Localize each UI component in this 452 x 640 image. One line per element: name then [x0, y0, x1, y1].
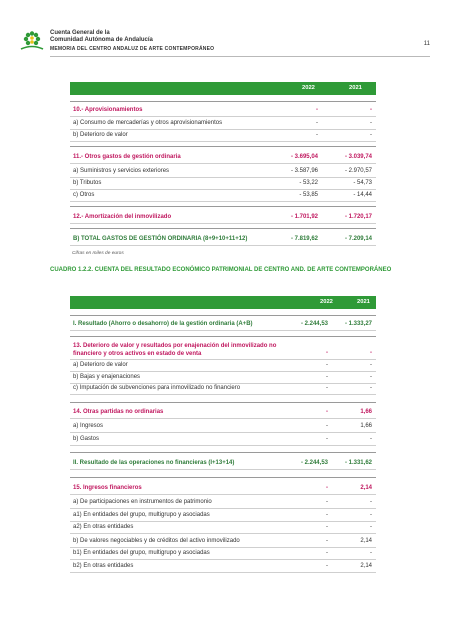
- row-divider: [70, 330, 376, 331]
- section-divider: [70, 336, 376, 337]
- cuadro-title: CUADRO 1.2.2. CUENTA DEL RESULTADO ECONÓMICO PATRIMONIAL DE CENTRO AND. DE ARTE CONTEMPORÁNEO: [50, 267, 392, 273]
- row-divider: [70, 129, 376, 130]
- row-divider: [70, 432, 376, 433]
- row-label: a1) En entidades del grupo, multigrupo y asociadas: [73, 512, 210, 518]
- value-2021: -: [370, 132, 372, 138]
- section-divider: [70, 101, 376, 102]
- row-divider: [70, 394, 376, 395]
- report-title: MEMORIA DEL CENTRO ANDALUZ DE ARTE CONTEMPORÁNEO: [50, 46, 215, 52]
- value-2021: - 14,44: [353, 192, 372, 198]
- value-2022: -: [326, 485, 328, 491]
- value-2022: - 53,85: [299, 192, 318, 198]
- row-label: a) Consumo de mercaderías y otros aprovisionamientos: [73, 120, 223, 126]
- value-2022: -: [316, 132, 318, 138]
- row-divider: [70, 572, 376, 573]
- org-line-1: Cuenta General de la: [50, 30, 110, 36]
- row-divider: [70, 141, 376, 142]
- section-divider: [70, 402, 376, 403]
- row-divider: [70, 383, 376, 384]
- col-header-2022: 2022: [302, 85, 315, 91]
- value-2021: -: [370, 374, 372, 380]
- section-divider: [70, 452, 376, 453]
- row-divider: [70, 469, 376, 470]
- row-divider: [70, 177, 376, 178]
- value-2021: -: [370, 524, 372, 530]
- value-2021: -: [370, 385, 372, 391]
- row-label: a) Ingresos: [73, 423, 104, 429]
- value-2021: -: [370, 107, 372, 113]
- value-2021: - 1.331,62: [344, 460, 372, 466]
- row-label: c) Otros: [73, 192, 95, 198]
- row-label: 15. Ingresos financieros: [73, 485, 142, 491]
- value-2022: -: [326, 385, 328, 391]
- value-2021: 2,14: [360, 563, 372, 569]
- value-2021: -: [370, 499, 372, 505]
- row-divider: [70, 533, 376, 534]
- row-divider: [70, 547, 376, 548]
- org-line-2: Comunidad Autónoma de Andalucía: [50, 37, 153, 43]
- row-divider: [70, 245, 376, 246]
- row-label: c) Imputación de subvenciones para inmovilizado no financiero: [73, 385, 241, 391]
- value-2022: -: [326, 423, 328, 429]
- value-2022: - 3.587,96: [290, 168, 318, 174]
- value-2022: -: [326, 512, 328, 518]
- value-2022: -: [316, 120, 318, 126]
- row-divider: [70, 359, 376, 360]
- value-2022: -: [316, 107, 318, 113]
- table-header: [70, 82, 376, 95]
- value-2022: -: [326, 563, 328, 569]
- section-divider: [70, 228, 376, 229]
- row-label: 14. Otras partidas no ordinarias: [73, 409, 164, 415]
- row-label: b) De valores negociables y de créditos del activo inmovilizado: [73, 538, 240, 544]
- table-gastos-gestion: [70, 82, 376, 247]
- row-label: 10.- Aprovisionamientos: [73, 107, 143, 113]
- row-label: b) Deterioro de valor: [73, 132, 128, 138]
- value-2022: - 7.819,62: [290, 236, 318, 242]
- row-label: I. Resultado (Ahorro o desahorro) de la gestión ordinaria (A+B): [73, 321, 253, 327]
- row-label: a) De participaciones en instrumentos de patrimonio: [73, 499, 212, 505]
- value-2022: - 2.244,53: [300, 460, 328, 466]
- row-label: B) TOTAL GASTOS DE GESTIÓN ORDINARIA (8+9+10+11+12): [73, 236, 248, 242]
- value-2021: 1,66: [360, 409, 372, 415]
- row-label: 12.- Amortización del inmovilizado: [73, 214, 172, 220]
- section-divider: [70, 477, 376, 478]
- row-label: b) Bajas y enajenaciones: [73, 374, 141, 380]
- table-note: Cifras en miles de euros: [72, 251, 124, 256]
- row-divider: [70, 116, 376, 117]
- page-number: 11: [423, 41, 430, 47]
- value-2022: - 2.244,53: [300, 321, 328, 327]
- value-2022: -: [326, 409, 328, 415]
- row-label: 11.- Otros gastos de gestión ordinaria: [73, 154, 181, 160]
- row-divider: [70, 223, 376, 224]
- col-header-2022: 2022: [320, 299, 333, 305]
- row-divider: [70, 201, 376, 202]
- section-divider: [70, 206, 376, 207]
- row-label-continuation: financiero y otros activos en estado de venta: [73, 351, 202, 357]
- row-label: a) Deterioro de valor: [73, 362, 128, 368]
- row-divider: [70, 494, 376, 495]
- table-header: [70, 296, 376, 309]
- value-2021: -: [370, 350, 372, 356]
- value-2022: -: [326, 436, 328, 442]
- value-2021: - 3.039,74: [344, 154, 372, 160]
- row-label: b) Gastos: [73, 436, 100, 442]
- col-header-2021: 2021: [357, 299, 370, 305]
- col-header-2021: 2021: [349, 85, 362, 91]
- row-label: b2) En otras entidades: [73, 563, 134, 569]
- value-2022: - 3.695,04: [290, 154, 318, 160]
- value-2021: -: [370, 512, 372, 518]
- row-divider: [70, 445, 376, 446]
- value-2022: - 1.701,92: [290, 214, 318, 220]
- section-divider: [70, 146, 376, 147]
- row-label: a2) En otras entidades: [73, 524, 134, 530]
- row-divider: [70, 559, 376, 560]
- value-2022: -: [326, 499, 328, 505]
- section-divider: [70, 315, 376, 316]
- row-label: 13. Deterioro de valor y resultados por enajenación del inmovilizado no financiero y otros activos en estado de venta: [73, 343, 277, 357]
- row-divider: [70, 418, 376, 419]
- value-2022: -: [326, 538, 328, 544]
- row-label: a) Suministros y servicios exteriores: [73, 168, 170, 174]
- row-divider: [70, 521, 376, 522]
- table-resultado-economico: [70, 296, 376, 586]
- row-divider: [70, 189, 376, 190]
- value-2021: -: [370, 120, 372, 126]
- value-2021: - 2.970,57: [344, 168, 372, 174]
- row-label: b) Tributos: [73, 180, 102, 186]
- header-divider: [50, 56, 430, 57]
- value-2021: -: [370, 550, 372, 556]
- value-2021: - 54,73: [353, 180, 372, 186]
- junta-andalucia-logo-icon: [19, 30, 45, 52]
- row-divider: [70, 508, 376, 509]
- value-2021: -: [370, 362, 372, 368]
- value-2021: 2,14: [360, 485, 372, 491]
- value-2022: -: [326, 524, 328, 530]
- value-2022: -: [326, 550, 328, 556]
- value-2021: 2,14: [360, 538, 372, 544]
- value-2021: - 7.209,14: [344, 236, 372, 242]
- row-label: II. Resultado de las operaciones no financieras (I+13+14): [73, 460, 235, 466]
- value-2022: - 53,22: [299, 180, 318, 186]
- row-divider: [70, 163, 376, 164]
- row-label: b1) En entidades del grupo, multigrupo y asociadas: [73, 550, 210, 556]
- row-divider: [70, 371, 376, 372]
- value-2022: -: [326, 362, 328, 368]
- value-2021: - 1.720,17: [344, 214, 372, 220]
- value-2022: -: [326, 374, 328, 380]
- value-2021: -: [370, 436, 372, 442]
- value-2021: - 1.333,27: [344, 321, 372, 327]
- value-2022: -: [326, 350, 328, 356]
- value-2021: 1,66: [360, 423, 372, 429]
